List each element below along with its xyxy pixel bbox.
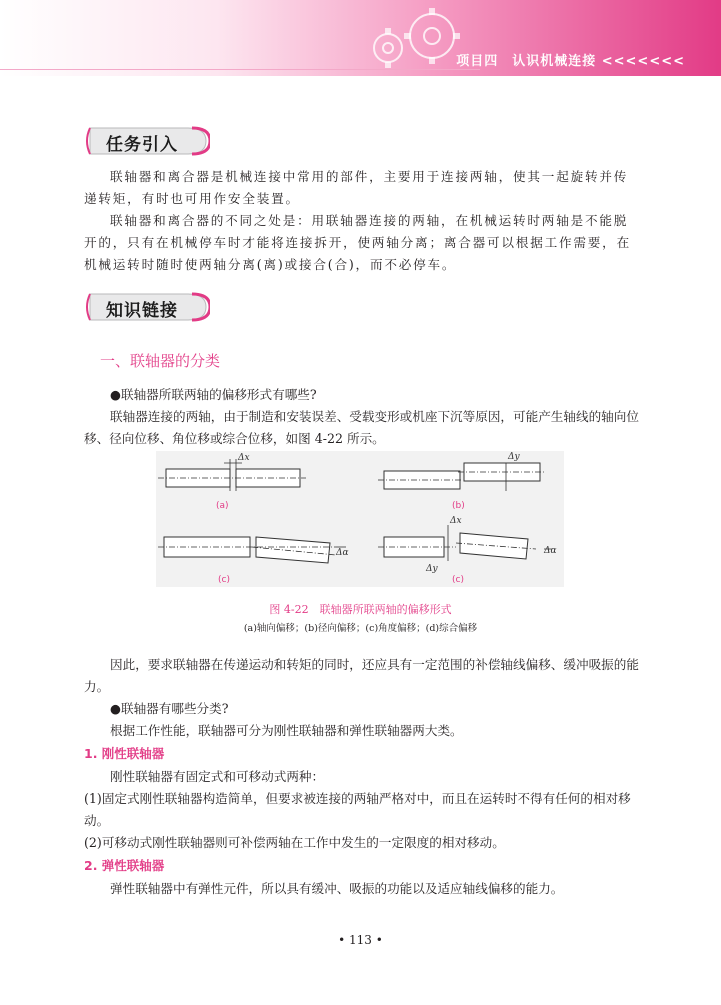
paragraph-offset-causes: 联轴器连接的两轴，由于制造和安装误差、受载变形或机座下沉等原因，可能产生轴线的轴向位移、径向位移、角位移或综合位移，如图 4-22 所示。 bbox=[84, 409, 639, 446]
figure-caption: 图 4-22 联轴器所联两轴的偏移形式 bbox=[269, 603, 452, 616]
paragraph-fixed-rigid: (1)固定式刚性联轴器构造简单，但要求被连接的两轴严格对中，而且在运转时不得有任何的相对移动。 bbox=[84, 791, 631, 828]
question-offset-forms: ●联轴器所联两轴的偏移形式有哪些? bbox=[110, 387, 317, 402]
figure-label-d: (c) bbox=[452, 575, 464, 585]
paragraph-two-categories: 根据工作性能，联轴器可分为刚性联轴器和弹性联轴器两大类。 bbox=[110, 723, 463, 738]
heading-rigid-coupling: 1. 刚性联轴器 bbox=[84, 746, 165, 761]
intro-paragraph-1: 联轴器和离合器是机械连接中常用的部件，主要用于连接两轴，使其一起旋转并传递转矩，有时也可用作安全装置。 bbox=[84, 169, 629, 206]
symbol-delta-x-combined: Δx bbox=[450, 516, 462, 526]
section-title-task: 任务引入 bbox=[84, 125, 210, 157]
heading-coupling-classification: 一、联轴器的分类 bbox=[100, 352, 221, 370]
figure-label-a: (a) bbox=[216, 501, 229, 511]
symbol-delta-x: Δx bbox=[238, 453, 250, 463]
section-title-knowledge: 知识链接 bbox=[84, 291, 210, 323]
paragraph-compensation: 因此，要求联轴器在传递运动和转矩的同时，还应具有一定范围的补偿轴线偏移、缓冲吸振的能力。 bbox=[84, 657, 639, 694]
header-rule bbox=[0, 69, 480, 70]
question-coupling-types: ●联轴器有哪些分类? bbox=[110, 701, 229, 716]
figure-shaft-offsets bbox=[156, 451, 564, 587]
symbol-delta-alpha: Δα bbox=[336, 548, 349, 558]
page-number: • 113 • bbox=[338, 933, 383, 947]
figure-subcaption: (a)轴向偏移；(b)径向偏移；(c)角度偏移；(d)综合偏移 bbox=[243, 623, 478, 634]
symbol-delta-y-combined: Δy bbox=[426, 564, 438, 574]
paragraph-rigid-types: 刚性联轴器有固定式和可移动式两种： bbox=[110, 769, 325, 784]
paragraph-movable-rigid: (2)可移动式刚性联轴器则可补偿两轴在工作中发生的一定限度的相对移动。 bbox=[84, 835, 505, 850]
symbol-delta-y: Δy bbox=[508, 452, 520, 462]
figure-label-b: (b) bbox=[452, 501, 465, 511]
shaft-offset-diagram bbox=[156, 451, 564, 587]
heading-elastic-coupling: 2. 弹性联轴器 bbox=[84, 858, 165, 873]
header-banner bbox=[0, 0, 721, 76]
figure-label-c: (c) bbox=[218, 575, 230, 585]
paragraph-elastic: 弹性联轴器中有弹性元件，所以具有缓冲、吸振的功能以及适应轴线偏移的能力。 bbox=[110, 881, 564, 896]
symbol-delta-alpha-combined: Δα bbox=[544, 546, 557, 556]
intro-paragraph-2: 联轴器和离合器的不同之处是：用联轴器连接的两轴，在机械运转时两轴是不能脱开的，只有在机械停车时才能将连接拆开，使两轴分离；离合器可以根据工作需要，在机械运转时随时使两轴分离(离)或接合(合)，而不必停车。 bbox=[84, 213, 631, 272]
header-chapter-title: 项目四 认识机械连接 <<<<<<< bbox=[456, 54, 685, 69]
